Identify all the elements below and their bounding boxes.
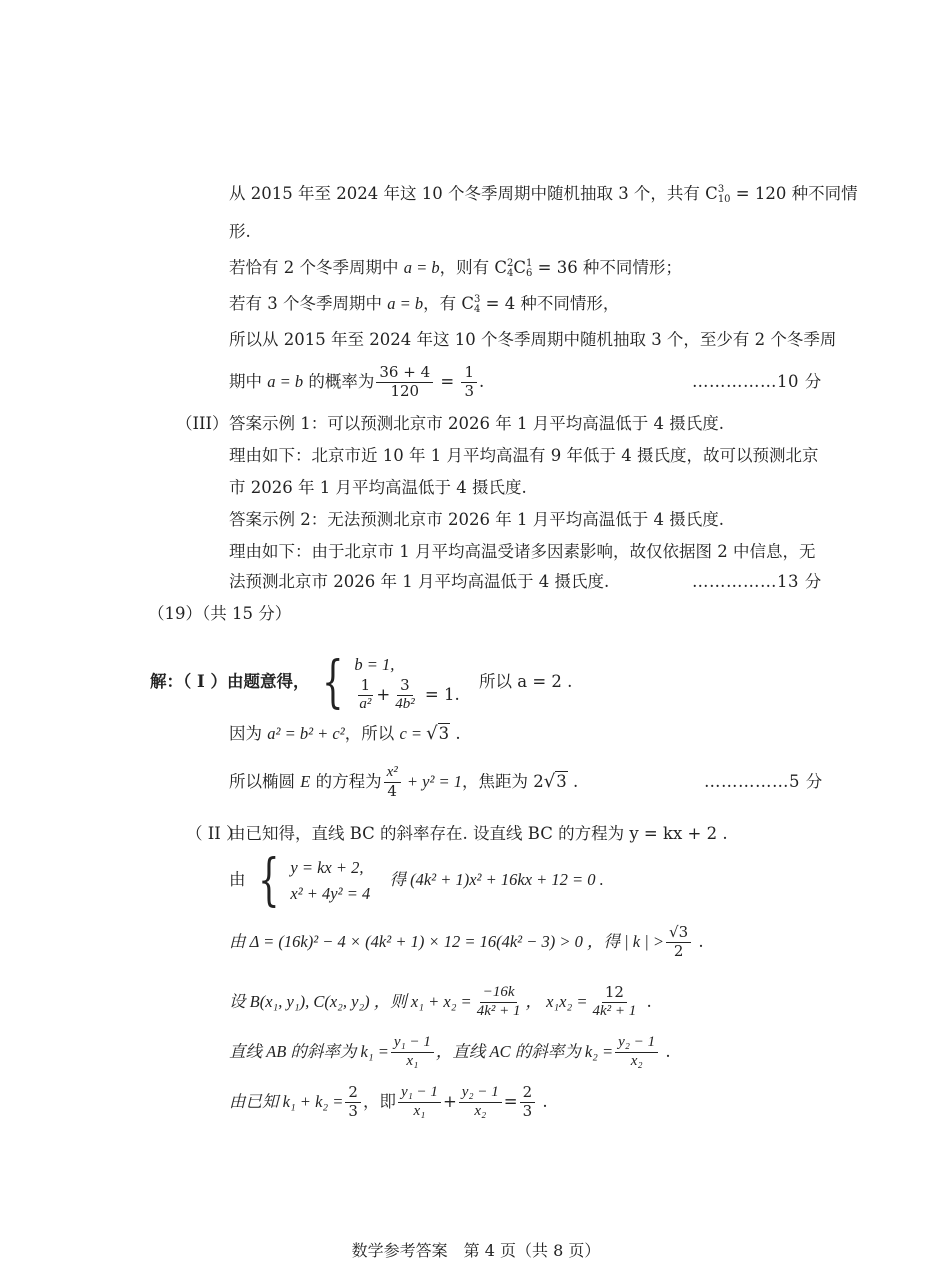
- fraction: [461, 365, 477, 400]
- reason-2-line2: 法预测北京市 2026 年 1 月平均高温低于 4 摄氏度.: [229, 572, 610, 591]
- system-substitution: [229, 847, 604, 913]
- math: a = b: [387, 294, 424, 313]
- sup: 1: [526, 257, 533, 269]
- math: a = b: [403, 258, 440, 277]
- page-footer: 数学参考答案 第 4 页（共 8 页）: [351, 1241, 601, 1260]
- slopes-ab-ac: 直线 AB 的斜率为 k₁ = $\frac{\text{y₁ − 1}}{\text{x₁}}$ ，直线 AC 的斜率为 k₂ = $\frac{\text{y₂ − 1}}{\text{x₂}}$ .: [229, 1034, 671, 1069]
- numerator: y₁ − 1: [398, 1085, 441, 1103]
- text: ， x₁x₂ =: [525, 992, 588, 1011]
- fraction: [590, 985, 640, 1020]
- ellipse-c-value: 因为 a² = b² + c²，所以 c = √3 .: [229, 723, 461, 744]
- text: 所以 a = 2 .: [479, 672, 573, 691]
- text: 从 2015 年至 2024 年这 10 个冬季周期中随机抽取 3 个，共有 C: [229, 184, 718, 203]
- math: E: [300, 772, 311, 791]
- denominator: 3: [522, 1102, 533, 1120]
- numerator: √3: [666, 925, 691, 943]
- denominator: 4k² + 1: [592, 1003, 637, 1019]
- solution-part-i: [150, 649, 573, 715]
- numerator: x²: [384, 765, 401, 783]
- vieta-relations: 设 B(x₁, y₁), C(x₂, y₂) ，则 x₁ + x₂ = $\frac{-16k}{\text{4k² + 1}}$ ， x₁x₂ = $\frac{12}{\text{4k² + 1}}$ .: [229, 983, 652, 1019]
- text: = 4 种不同情形，: [480, 294, 620, 313]
- denominator: 4k² + 1: [476, 1003, 521, 1019]
- numerator: 36 + 4: [376, 365, 433, 383]
- text: 得 (4k² + 1)x² + 16kx + 12 = 0 .: [389, 870, 604, 889]
- row: y = kx + 2,: [290, 857, 364, 877]
- text-line-three-periods: [229, 292, 619, 316]
- math: a = b: [267, 372, 304, 391]
- sqrt: [426, 722, 450, 746]
- text: 由已知 k₁ + k₂ =: [229, 1092, 344, 1111]
- ellipse-equation: 所以椭圆 E 的方程为 $\frac{\text{x²}}{4}$ + y² = 1，焦距为 2√3 .: [229, 762, 578, 802]
- fraction: [615, 1035, 658, 1070]
- denominator: x₁: [413, 1103, 426, 1119]
- text: = 1.: [419, 685, 460, 704]
- math: + y² = 1: [402, 772, 463, 791]
- text-line-combinations-total: [229, 182, 858, 206]
- text: = 36 种不同情形；: [532, 258, 682, 277]
- numerator: 1: [358, 678, 374, 696]
- fraction: [398, 1085, 441, 1120]
- fraction: [384, 765, 401, 800]
- score-5: ……………5 分: [704, 772, 823, 791]
- reason-1-line2: 市 2026 年 1 月平均高温低于 4 摄氏度.: [229, 478, 527, 497]
- math: c =: [399, 724, 427, 743]
- sqrt-body: 3: [438, 724, 450, 743]
- numerator: −16k: [480, 985, 518, 1003]
- part-iii-label: （III）: [176, 414, 229, 433]
- discriminant: 由 Δ = (16k)² − 4 × (4k² + 1) × 12 = 16(4k² − 3) > 0 ，得 | k | > $\frac{√3}{2}$ .: [229, 923, 704, 960]
- denominator: 4: [387, 782, 397, 800]
- text: ，有 C: [423, 294, 474, 313]
- numerator: y₂ − 1: [615, 1035, 658, 1053]
- text: ，所以: [344, 724, 400, 743]
- numerator: 3: [397, 678, 413, 696]
- score-13: ……………13 分: [692, 572, 822, 591]
- fraction: [376, 365, 433, 400]
- fraction: [520, 1085, 536, 1120]
- text: 直线 AB 的斜率为 k₁ =: [229, 1042, 389, 1061]
- text: 由 Δ = (16k)² − 4 × (4k² + 1) × 12 = 16(4k² − 3) > 0 ，得 | k | >: [229, 932, 665, 951]
- text: ，直线 AC 的斜率为 k₂ =: [435, 1042, 614, 1061]
- denominator: a²: [359, 696, 372, 712]
- slope-sum-condition: 由已知 k₁ + k₂ = $\frac{2}{3}$ ，即 $\frac{\text{y₁ − 1}}{\text{x₁}}$ + $\frac{\text{y₂ − 1}}{\text{x₂}}$ = $\frac{2}{3}$ .: [229, 1083, 548, 1120]
- reason-1-line1: 理由如下：北京市近 10 年 1 月平均高温有 9 年低于 4 摄氏度，故可以预测北京: [229, 446, 819, 465]
- denominator: 2: [673, 942, 684, 960]
- text: 解：（ I ）由题意得，: [150, 672, 310, 691]
- fraction: [392, 678, 418, 713]
- rows: [352, 652, 459, 713]
- part-ii-label: （ II ）: [186, 824, 243, 843]
- denominator: x₂: [474, 1103, 487, 1119]
- text: ，即: [362, 1092, 396, 1111]
- answer-example-2: 答案示例 2：无法预测北京市 2026 年 1 月平均高温低于 4 摄氏度.: [229, 510, 724, 529]
- sqrt-sign: √: [543, 771, 556, 792]
- text: 期中: [229, 372, 268, 391]
- sqrt: [544, 762, 568, 802]
- numerator: y₁ − 1: [391, 1035, 434, 1053]
- text: 因为: [229, 724, 268, 743]
- combination-indices: [718, 185, 731, 205]
- text-line-wrap: 形.: [229, 222, 251, 241]
- denominator: 3: [464, 382, 475, 400]
- row: x² + 4y² = 4: [290, 883, 371, 903]
- rows: [288, 855, 370, 907]
- reason-2-line1: 理由如下：由于北京市 1 月平均高温受诸多因素影响，故仅依据图 2 中信息，无: [229, 542, 816, 561]
- fraction: [474, 985, 524, 1020]
- text: 的概率为: [303, 372, 375, 391]
- sup: 2: [507, 257, 514, 269]
- denominator: 120: [390, 382, 420, 400]
- text-line-two-periods: [229, 256, 682, 280]
- score-10: ……………10 分: [692, 372, 822, 391]
- fraction: [666, 925, 691, 960]
- sqrt-sign: √: [426, 723, 438, 744]
- numerator: 12: [602, 985, 627, 1003]
- row: $\frac{1}{\text{a²}}$ + $\frac{3}{\text{4b²}}$ = 1.: [352, 678, 459, 713]
- denominator: 4b²: [395, 696, 415, 712]
- numerator: 1: [461, 365, 477, 383]
- numerator: y₂ − 1: [459, 1085, 502, 1103]
- sub: 4: [507, 267, 514, 279]
- equation-system: [251, 847, 371, 913]
- brace: {: [257, 847, 280, 913]
- fraction: [345, 1085, 361, 1120]
- text-line-conclusion: 所以从 2015 年至 2024 年这 10 个冬季周期中随机抽取 3 个，至少有 2 个冬季周: [229, 330, 837, 349]
- text: ，则有 C: [439, 258, 507, 277]
- text: 若恰有 2 个冬季周期中: [229, 258, 404, 277]
- sup: 3: [474, 293, 481, 305]
- sub: 10: [717, 193, 731, 205]
- numerator: 2: [345, 1085, 361, 1103]
- equation-system: [315, 649, 460, 715]
- text: ，焦距为 2: [462, 772, 544, 791]
- text: = 120 种不同情: [730, 184, 858, 203]
- sup: 3: [717, 183, 725, 195]
- text-line-probability: 期中 a = b 的概率为 $\frac{36 + 4}{120}$ = $\frac{1}{3}$ .: [229, 363, 485, 400]
- denominator: 3: [348, 1102, 358, 1120]
- text: 的方程为: [310, 772, 382, 791]
- answer-example-1: 答案示例 1：可以预测北京市 2026 年 1 月平均高温低于 4 摄氏度.: [229, 414, 724, 433]
- line-bc-equation: 由已知得，直线 BC 的斜率存在. 设直线 BC 的方程为 y = kx + 2 .: [229, 824, 728, 843]
- fraction: [356, 678, 374, 713]
- sub: 6: [526, 267, 533, 279]
- fraction: [459, 1085, 502, 1120]
- text: 所以椭圆: [229, 772, 301, 791]
- math: a² = b² + c²: [267, 724, 345, 743]
- denominator: x₁: [406, 1053, 419, 1069]
- text: C: [513, 258, 526, 277]
- sub: 4: [474, 303, 481, 315]
- text: 由: [229, 870, 246, 889]
- fraction: [391, 1035, 434, 1070]
- brace: {: [321, 649, 344, 715]
- text: 若有 3 个冬季周期中: [229, 294, 388, 313]
- denominator: x₂: [630, 1053, 643, 1069]
- question-19-heading: （19）（共 15 分）: [148, 604, 292, 623]
- numerator: 2: [520, 1085, 536, 1103]
- sqrt-body: 3: [556, 772, 567, 791]
- text: 设 B(x₁, y₁), C(x₂, y₂) ，则 x₁ + x₂ =: [229, 992, 472, 1011]
- row: b = 1,: [354, 655, 395, 675]
